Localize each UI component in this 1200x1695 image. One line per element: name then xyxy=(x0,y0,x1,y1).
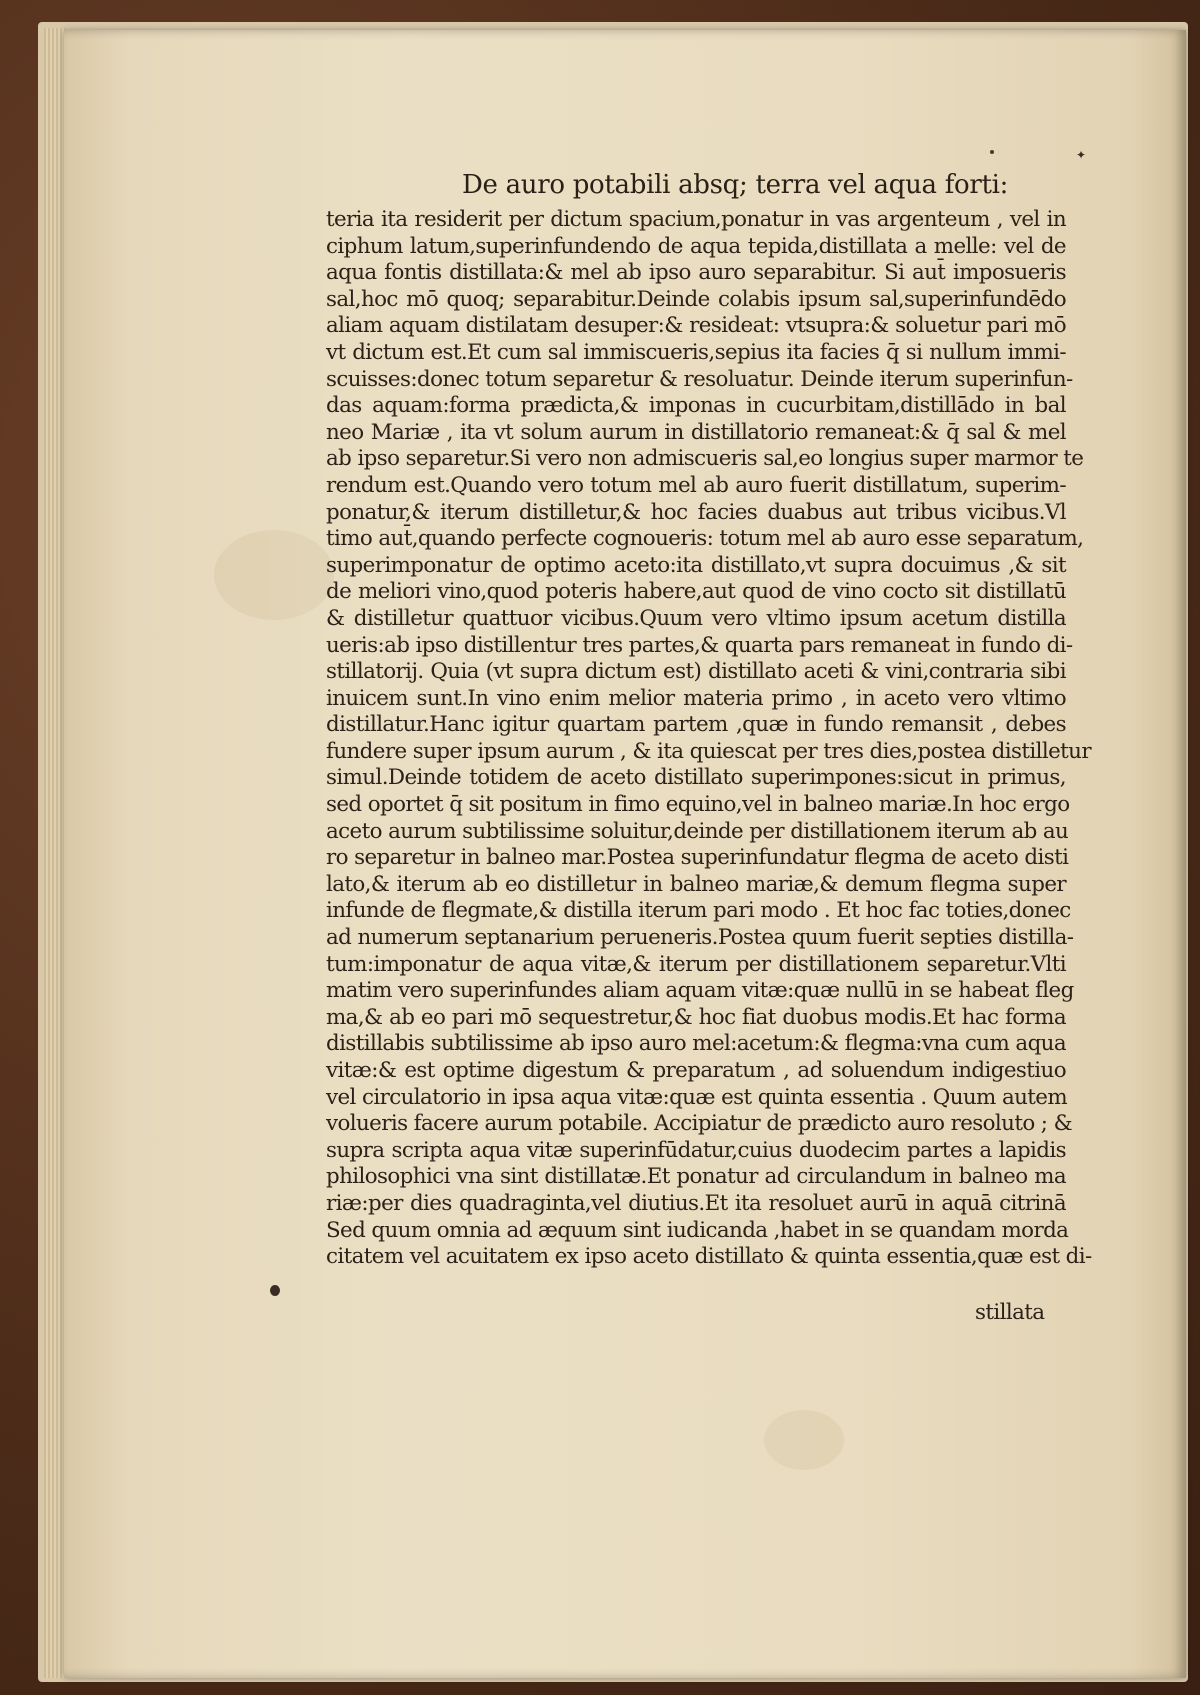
text-line: ma,& ab eo pari mō sequestretur,& hoc fiat duobus modis.Et hac forma xyxy=(326,1004,1066,1030)
text-line: stillatorij. Quia (vt supra dictum est) distillato aceti & vini,contraria sibi xyxy=(326,659,1066,685)
text-line: aliam aquam distilatam desuper:& resideat: vtsupra:& soluetur pari mō xyxy=(326,313,1066,339)
text-line: neo Mariæ , ita vt solum aurum in distillatorio remaneat:& q̄ sal & mel xyxy=(326,419,1066,445)
text-line: riæ:per dies quadraginta,vel diutius.Et ita resoluet aurū in aquā citrinā xyxy=(326,1190,1066,1216)
body-text xyxy=(326,207,1092,1271)
paper-stain xyxy=(764,1410,844,1470)
text-line: timo aut̄,quando perfecte cognoueris: totum mel ab auro esse separatum, xyxy=(326,526,1084,552)
corner-mark-icon: ✦ xyxy=(1076,148,1087,162)
ink-speck xyxy=(990,150,994,154)
text-line: supra scripta aqua vitæ superinfūdatur,cuius duodecim partes a lapidis xyxy=(326,1137,1066,1163)
text-line: teria ita residerit per dictum spacium,ponatur in vas argenteum , vel in xyxy=(326,207,1066,232)
text-line: volueris facere aurum potabile. Accipiatur de prædicto auro resoluto ; & xyxy=(326,1111,1073,1137)
text-line: ciphum latum,superinfundendo de aqua tepida,distillata a melle: vel de xyxy=(326,233,1066,259)
text-line: & distilletur quattuor vicibus.Quum vero vltimo ipsum acetum distilla xyxy=(326,605,1066,631)
text-line: das aquam:forma prædicta,& imponas in cucurbitam,distillādo in bal xyxy=(326,393,1066,419)
text-line: vitæ:& est optime digestum & preparatum , ad soluendum indigestiuo xyxy=(326,1058,1066,1083)
text-line: ponatur,& iterum distilletur,& hoc facies duabus aut tribus vicibus.Vl xyxy=(326,499,1066,525)
text-line: citatem vel acuitatem ex ipso aceto distillato & quinta essentia,quæ est di- xyxy=(326,1244,1092,1270)
text-line: ro separetur in balneo mar.Postea superinfundatur flegma de aceto disti xyxy=(326,845,1069,871)
text-line: inuicem sunt.In vino enim melior materia primo , in aceto vero vltimo xyxy=(326,685,1066,711)
page-edges xyxy=(44,28,66,1678)
text-line: superimponatur de optimo aceto:ita distillato,vt supra docuimus ,& sit xyxy=(326,552,1066,578)
text-line: sal,hoc mō quoq; separabitur.Deinde colabis ipsum sal,superinfundēdo xyxy=(326,286,1066,312)
running-head: De auro potabili absq; terra vel aqua forti: xyxy=(462,170,1009,200)
text-line: tum:imponatur de aqua vitæ,& iterum per distillationem separetur.Vlti xyxy=(326,951,1066,977)
text-line: de meliori vino,quod poteris habere,aut quod de vino cocto sit distillatū xyxy=(326,579,1066,605)
text-line: sed oportet q̄ sit positum in fimo equino,vel in balneo mariæ.In hoc ergo xyxy=(326,792,1070,818)
text-line: ueris:ab ipso distillentur tres partes,& quarta pars remaneat in fundo di- xyxy=(326,632,1073,658)
text-line: vel circulatorio in ipsa aqua vitæ:quæ est quinta essentia . Quum autem xyxy=(326,1084,1068,1110)
text-line: aceto aurum subtilissime soluitur,deinde per distillationem iterum ab au xyxy=(326,818,1069,844)
text-line: infunde de flegmate,& distilla iterum pari modo . Et hoc fac toties,donec xyxy=(326,898,1071,924)
catchword: stillata xyxy=(975,1300,1045,1325)
paper-stain xyxy=(214,530,334,620)
text-line: philosophici vna sint distillatæ.Et ponatur ad circulandum in balneo ma xyxy=(326,1164,1066,1190)
text-line: lato,& iterum ab eo distilletur in balneo mariæ,& demum flegma super xyxy=(326,871,1066,897)
text-line: vt dictum est.Et cum sal immiscueris,sepius ita facies q̄ si nullum immi- xyxy=(326,339,1066,365)
text-line: distillatur.Hanc igitur quartam partem ,quæ in fundo remansit , debes xyxy=(326,712,1066,738)
text-line: ad numerum septanarium perueneris.Postea quum fuerit septies distilla- xyxy=(326,925,1074,951)
text-line: aqua fontis distillata:& mel ab ipso auro separabitur. Si aut̄ imposueris xyxy=(326,260,1066,286)
text-line: Sed quum omnia ad æquum sint iudicanda ,habet in se quandam morda xyxy=(326,1217,1069,1243)
ink-blot xyxy=(270,1285,280,1296)
text-line: fundere super ipsum aurum , & ita quiescat per tres dies,postea distilletur xyxy=(326,738,1091,764)
text-line: rendum est.Quando vero totum mel ab auro fuerit distillatum, superim- xyxy=(326,472,1066,498)
text-line: distillabis subtilissime ab ipso auro mel:acetum:& flegma:vna cum aqua xyxy=(326,1031,1066,1057)
text-line: ab ipso separetur.Si vero non admiscueris sal,eo longius super marmor te xyxy=(326,446,1084,472)
text-line: simul.Deinde totidem de aceto distillato superimpones:sicut in primus, xyxy=(326,765,1066,791)
text-line: scuisses:donec totum separetur & resoluatur. Deinde iterum superinfun- xyxy=(326,366,1073,392)
text-line: matim vero superinfundes aliam aquam vitæ:quæ nullū in se habeat fleg xyxy=(326,978,1074,1004)
